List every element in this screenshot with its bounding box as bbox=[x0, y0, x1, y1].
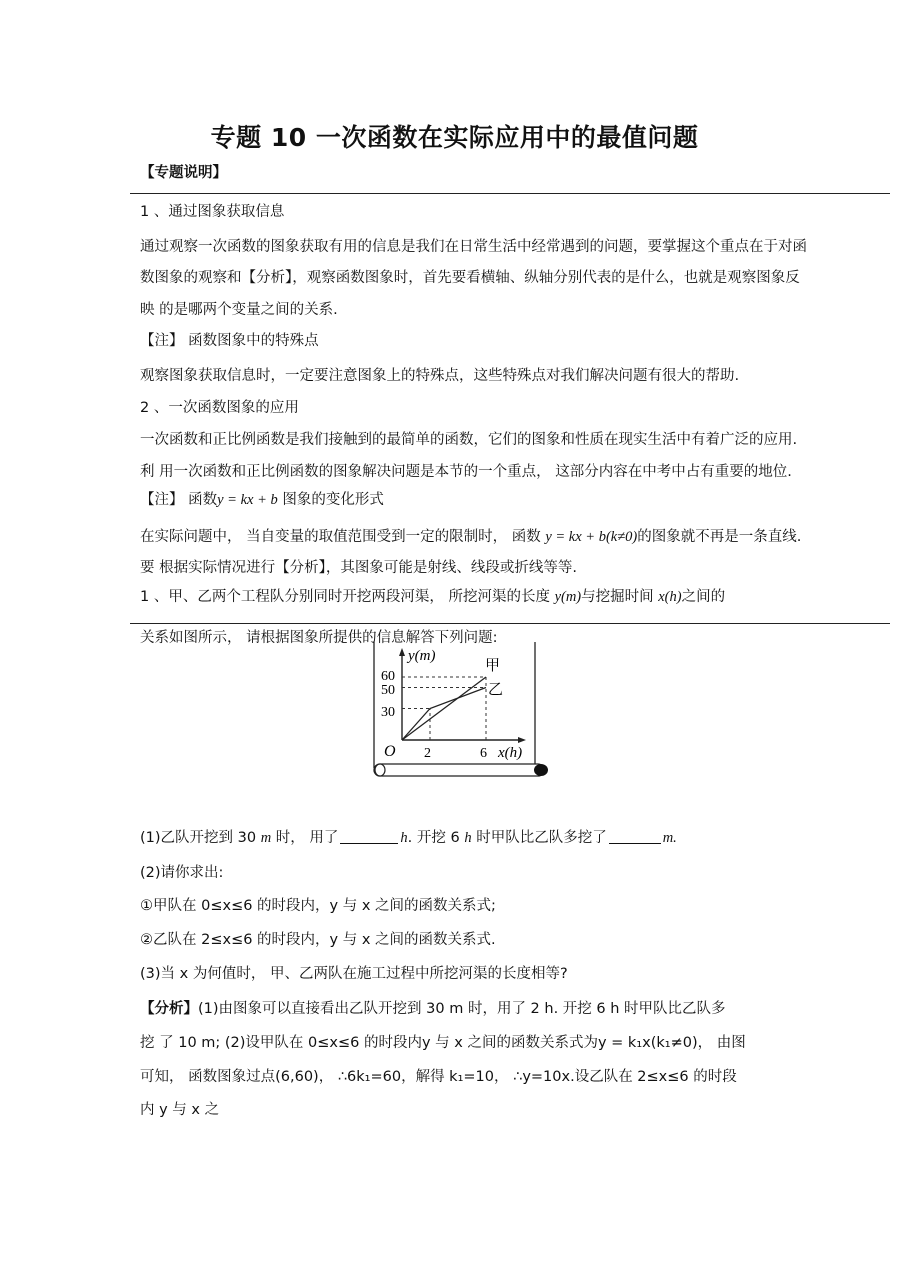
question-1 bbox=[140, 828, 677, 848]
text: 之间的 bbox=[681, 589, 726, 605]
series-line-1 bbox=[402, 688, 486, 741]
x-axis-label: x(h) bbox=[498, 745, 523, 761]
text: 的图象就不再是一条直线. bbox=[637, 529, 802, 545]
unit: h bbox=[464, 830, 472, 846]
formula: y = kx + b(k≠0) bbox=[545, 529, 638, 545]
paragraph-line: 要 根据实际情况进行【分析】，其图象可能是射线、线段或折线等等. bbox=[140, 560, 577, 576]
note-suffix: 图象的变化形式 bbox=[277, 492, 384, 508]
note-heading: 【注】 函数图象中的特殊点 bbox=[140, 333, 319, 349]
text: . 开挖 6 bbox=[407, 830, 465, 846]
text: 时， 用了 bbox=[271, 830, 339, 846]
x-tick-label-2: 2 bbox=[424, 746, 431, 761]
scroll-end-left bbox=[375, 764, 385, 776]
y-tick-label-30: 30 bbox=[381, 705, 395, 720]
section2-heading: 2 、一次函数图象的应用 bbox=[140, 400, 299, 416]
series-label-yi: 乙 bbox=[488, 682, 504, 698]
note-prefix: 【注】 函数 bbox=[140, 492, 218, 508]
paragraph-line: 观察图象获取信息时，一定要注意图象上的特殊点，这些特殊点对我们解决问题有很大的帮助. bbox=[140, 368, 740, 384]
section1-heading: 1 、通过图象获取信息 bbox=[140, 204, 285, 220]
page-title: 专题 10 一次函数在实际应用中的最值问题 bbox=[210, 123, 699, 152]
y-tick-label-50: 50 bbox=[381, 683, 395, 698]
unit: m bbox=[260, 830, 272, 846]
paragraph-line: 一次函数和正比例函数是我们接触到的最简单的函数，它们的图象和性质在现实生活中有着广泛的应用. bbox=[140, 432, 798, 448]
function-graph bbox=[360, 640, 555, 785]
answer-blank-2[interactable] bbox=[609, 829, 661, 844]
paragraph-line bbox=[140, 527, 801, 547]
problem-line: 关系如图所示， 请根据图象所提供的信息解答下列问题: bbox=[140, 630, 498, 646]
note-heading bbox=[140, 490, 384, 510]
analysis-label: 【分析】 bbox=[140, 1001, 198, 1017]
unit: h bbox=[400, 830, 408, 846]
y-axis-label: y(m) bbox=[408, 648, 436, 664]
paragraph-line: 通过观察一次函数的图象获取有用的信息是我们在日常生活中经常遇到的问题，要掌握这个重点在于对函 bbox=[140, 239, 807, 255]
analysis-line: 挖 了 10 m; (2)设甲队在 0≤x≤6 的时段内y 与 x 之间的函数关系式为y = k₁x(k₁≠0)， 由图 bbox=[140, 1035, 746, 1051]
question-2-2: ②乙队在 2≤x≤6 的时段内，y 与 x 之间的函数关系式. bbox=[140, 932, 496, 948]
text: 时甲队比乙队多挖了 bbox=[471, 830, 607, 846]
paragraph-line: 数图象的观察和【分析】，观察函数图象时，首先要看横轴、纵轴分别代表的是什么，也就是观察图象反 bbox=[140, 270, 800, 286]
formula: y = kx + b bbox=[217, 492, 278, 508]
analysis-line: 内 y 与 x 之 bbox=[140, 1102, 220, 1118]
divider bbox=[130, 193, 890, 194]
text: 在实际问题中， 当自变量的取值范围受到一定的限制时， 函数 bbox=[140, 529, 546, 545]
paragraph-line: 映 的是哪两个变量之间的关系. bbox=[140, 302, 338, 318]
series-label-jia: 甲 bbox=[485, 658, 501, 674]
answer-blank-1[interactable] bbox=[340, 829, 398, 844]
y-tick-label-60: 60 bbox=[381, 669, 395, 684]
text: (1)由图象可以直接看出乙队开挖到 30 m 时，用了 2 h. 开挖 6 h 时甲队比乙队多 bbox=[198, 1001, 726, 1017]
section-label: 【专题说明】 bbox=[140, 165, 227, 181]
divider bbox=[130, 623, 890, 624]
question-3: (3)当 x 为何值时， 甲、乙两队在施工过程中所挖河渠的长度相等? bbox=[140, 966, 568, 982]
analysis-line: 可知， 函数图象过点(6,60)， ∴6k₁=60，解得 k₁=10， ∴y=10x.设乙队在 2≤x≤6 的时段 bbox=[140, 1069, 737, 1085]
text: (1)乙队开挖到 30 bbox=[140, 830, 261, 846]
x-tick-label-6: 6 bbox=[480, 746, 487, 761]
origin-label: O bbox=[384, 743, 396, 760]
variable: y(m) bbox=[554, 589, 582, 605]
text: 1 、甲、乙两个工程队分别同时开挖两段河渠， 所挖河渠的长度 bbox=[140, 589, 555, 605]
x-axis-arrow bbox=[518, 737, 526, 743]
problem-line bbox=[140, 587, 725, 607]
y-axis-arrow bbox=[399, 648, 405, 656]
analysis-line bbox=[140, 999, 726, 1019]
scroll-end-right bbox=[534, 764, 548, 776]
variable: x(h) bbox=[658, 589, 682, 605]
question-2-1: ①甲队在 0≤x≤6 的时段内，y 与 x 之间的函数关系式; bbox=[140, 898, 496, 914]
paragraph-line: 利 用一次函数和正比例函数的图象解决问题是本节的一个重点， 这部分内容在中考中占有重要的地位. bbox=[140, 464, 792, 480]
question-2: (2)请你求出: bbox=[140, 865, 224, 881]
scroll-bar bbox=[374, 764, 544, 776]
text: 与挖掘时间 bbox=[581, 589, 659, 605]
unit: m. bbox=[662, 830, 677, 846]
